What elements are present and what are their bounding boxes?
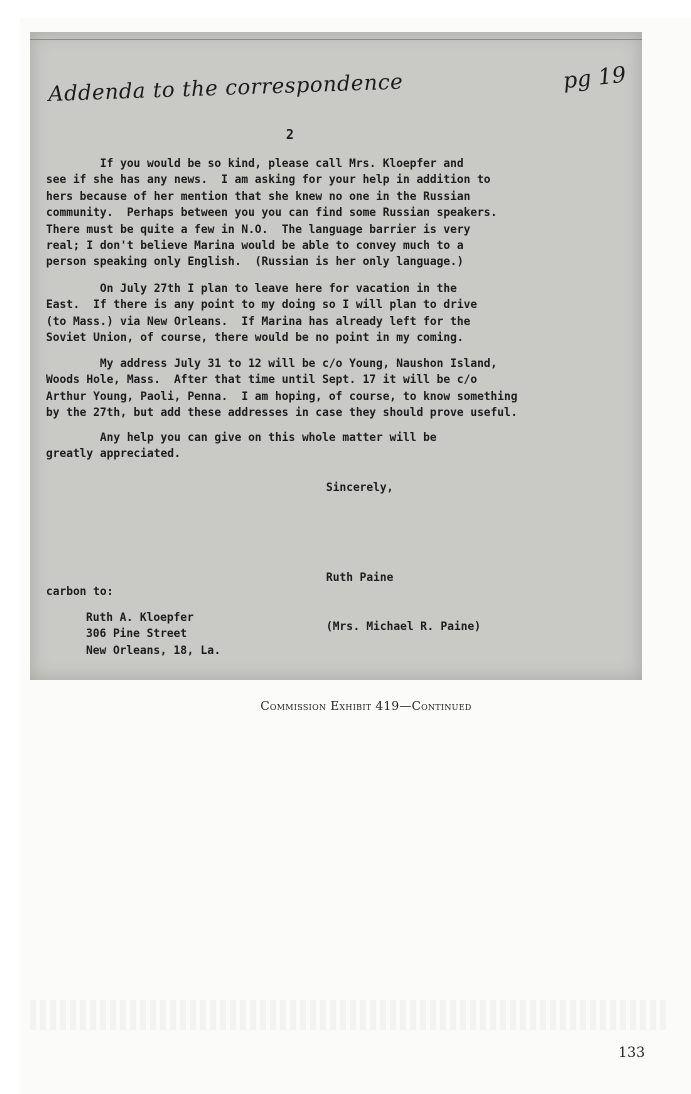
carbon-copy-address: Ruth A. Kloepfer 306 Pine Street New Orleans, 18, La. bbox=[86, 611, 221, 657]
carbon-copy-label: carbon to: bbox=[46, 585, 114, 598]
letter-paragraph-1: If you would be so kind, please call Mrs. Kloepfer and see if she has any news. I am asking for your help in addition to hers because of her mention that she knew no one in the Russian community. Perhaps between you you can find some Russian speakers. There must be quite a few in N.O. The language barrier is very real; I don't believe Marina would be able to convey much to a person speaking only English. (Russian is her only language.) bbox=[46, 157, 498, 269]
letter-paragraph-3: My address July 31 to 12 will be c/o Young, Naushon Island, Woods Hole, Mass. After that time until Sept. 17 it will be c/o Arthur Young, Paoli, Penna. I am hoping, of course, to know something by the 27th, but add these addresses in case they should prove useful. bbox=[46, 357, 518, 420]
letter-photostat bbox=[30, 32, 642, 680]
exhibit-caption: Commission Exhibit 419—Continued bbox=[260, 699, 472, 713]
handwritten-page-number: pg 19 bbox=[561, 62, 628, 95]
page-folio-number: 133 bbox=[618, 1045, 645, 1061]
letter-page-number: 2 bbox=[286, 128, 294, 143]
signature-married-name: (Mrs. Michael R. Paine) bbox=[326, 620, 481, 634]
letter-closing: Sincerely, bbox=[326, 481, 394, 494]
top-rule bbox=[30, 39, 642, 40]
show-through-texture bbox=[30, 1000, 670, 1030]
signature-block bbox=[326, 537, 481, 668]
letter-paragraph-2: On July 27th I plan to leave here for vacation in the East. If there is any point to my doing so I will plan to drive (to Mass.) via New Orleans. If Marina has already left for the Soviet Union, of course, there would be no point in my coming. bbox=[46, 282, 478, 345]
handwritten-annotation: Addenda to the correspondence bbox=[48, 69, 404, 106]
letter-paragraph-4: Any help you can give on this whole matter will be greatly appreciated. bbox=[46, 431, 437, 461]
signature-name: Ruth Paine bbox=[326, 570, 394, 584]
